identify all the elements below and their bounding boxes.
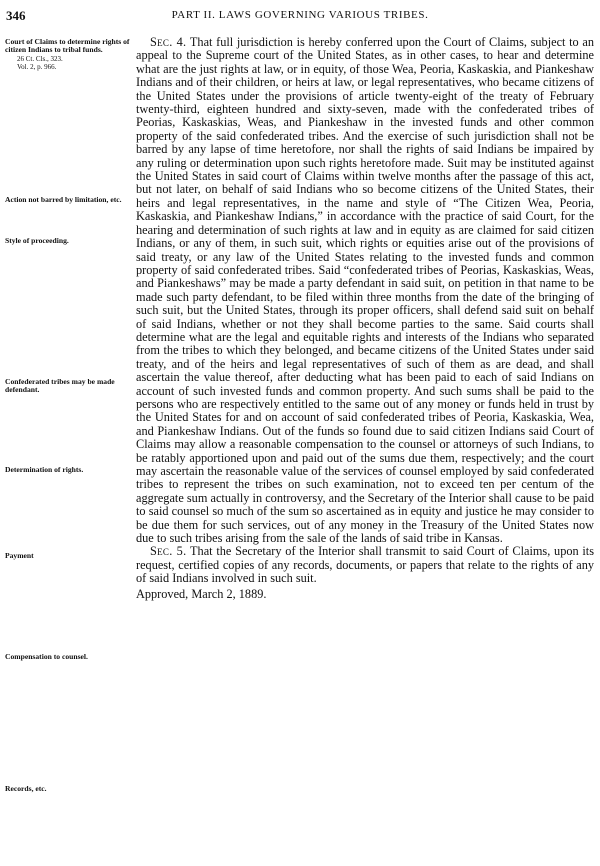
running-head: PART II. LAWS GOVERNING VARIOUS TRIBES. [171, 9, 429, 21]
approval-date: Approved, March 2, 1889. [136, 586, 267, 601]
margin-note-citation: 26 Ct. Cls., 323. [17, 54, 63, 63]
section-text: That the Secretary of the Interior shall transmit to said Court of Claims, upon its request, certified copies of any records, documents, or papers that relate to the rights of any of said Indians involved in such suit. [136, 544, 595, 586]
margin-note-determination: Determination of rights. [5, 465, 84, 474]
margin-note-records: Records, etc. [5, 784, 47, 793]
page-number: 346 [6, 8, 26, 23]
margin-note-citation: Vol. 2, p. 966. [17, 63, 57, 72]
margin-note-court-of-claims [5, 38, 133, 72]
margin-note-compensation: Compensation to counsel. [5, 652, 88, 661]
section-5 [136, 545, 594, 585]
section-text: That full jurisdiction is hereby conferred upon the Court of Claims, subject to an appeal to the Supreme court of the United States, as in other cases, to hear and determine what are the just rights at law, or in equity, of those Wea, Peoria, Kaskaskia, and Piankeshaw Indians and of their children, or heirs at law, or legal representatives, who became citizens of the United States under the provisions of article twenty-eight of the treaty of February twenty-third, eighteen hundred and sixty-seven, made with the confederated tribes of Peorias, Kaskaskias, Weas, and Piankeshaw in the invested funds and other common property of the said confederated tribes. And the exercise of such jurisdiction shall not be barred by any lapse of time heretofore, nor shall the rights of said Indians be impaired by any ruling or determination upon such rights heretofore made. Suit may be instituted against the United States in said court of Claims within twelve months after the passage of this act, but not later, on behalf of said Indians who so become citizens of the United States, their heirs and legal representatives, in the name and style of “The Citizen Wea, Peoria, Kaskaskia, and Piankeshaw Indians,” in accordance with the practice of said Court, for the hearing and determination of such rights at law and in equity as are claimed for said citizen Indians, or any of them, in such suit, which rights or equities arise out of the provisions of said treaty, or any law of the United States relating to the invested funds and common property of said confederated tribes. Said “confederated tribes of Peorias, Kaskaskias, Weas, and Piankeshaws” may be made a party defendant in said suit, on petition in that name to be made such party defendant, to be filed within three months from the date of the bringing of such suit, but the United States, through its proper officers, shall defend said suit on behalf of said Indians, whether or not they shall become parties to the same. Said courts shall determine what are the legal and equitable rights and interests of the Indians who separated from the tribes to which they belonged, and became citizens of the United States under said treaty, and of the heirs and legal representatives of such of them as are dead, and shall ascertain the value thereof, after deducting what has been paid to each of said Indians on account of such invested funds and common property. And such sums shall be paid to the persons who are respectively entitled to the same out of any money or funds held in trust by the United States for and on account of said confederated tribes of Peoria, Kaskaskia, Wea, and Piankeshaw Indians. Out of the funds so found due to said citizen Indians said Court of Claims may allow a reasonable compensation to the counsel or attorneys of such Indians, to be ratably apportioned upon and paid out of the sums due them, respectively; and the court may ascertain the reasonable value of the services of counsel employed by said confederated tribes to represent the tribes on such examination, not to exceed ten per centum of the aggregate sum actually in controversy, and the Secretary of the Interior shall cause to be paid to said counsel so much of the sum so ascertained as in equity and justice he may consider to be due them for such services, out of any money in the Treasury of the United States now due to such tribes arising from the sale of the lands of said tribe in Kansas. [136, 35, 594, 546]
margin-note-limitation: Action not barred by limitation, etc. [5, 195, 122, 204]
margin-note-text: Court of Claims to determine rights of citizen Indians to tribal funds. [5, 37, 130, 55]
section-4 [136, 36, 594, 545]
margin-note-payment: Payment [5, 551, 34, 560]
section-label: Sec. 5. [150, 544, 187, 559]
margin-note-style: Style of proceeding. [5, 236, 69, 245]
body-text [136, 36, 594, 601]
margin-notes [5, 0, 135, 866]
margin-note-defendant: Confederated tribes may be made defendant. [5, 377, 115, 395]
section-label: Sec. 4. [150, 35, 187, 49]
